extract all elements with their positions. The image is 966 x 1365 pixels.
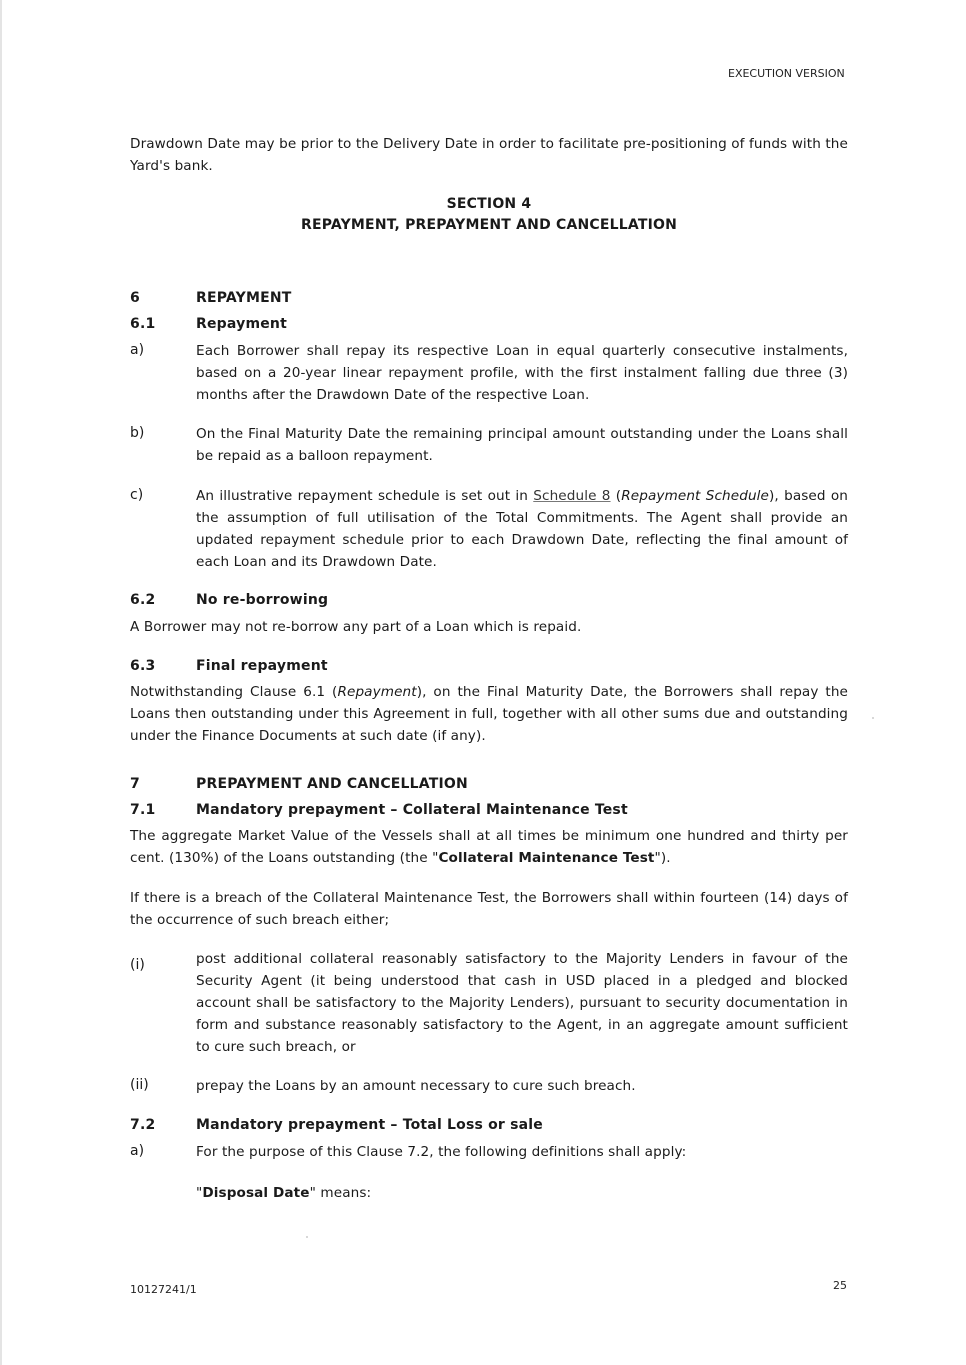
item-ii-label: (ii) <box>130 1077 149 1093</box>
clause-6-3-italic: Repayment <box>337 684 417 700</box>
clause-6-3-post: ), on the Final Maturity Date, the Borrowers shall repay the Loans then outstanding under this Agreement in full, together with all other sums due and outstanding under the Finance Documents at such date (if any). <box>130 684 848 744</box>
item-7-2-a-label: a) <box>130 1143 145 1159</box>
clause-6-title: REPAYMENT <box>196 290 292 306</box>
clause-6-2-title: No re-borrowing <box>196 592 329 608</box>
item-c-text-post: ), based on the assumption of full utilisation of the Total Commitments. The Agent shall provide an updated repayment schedule prior to each Drawdown Date, reflecting the final amount of each Loan and its Drawdown Date. <box>196 488 849 570</box>
clause-7-1-title: Mandatory prepayment – Collateral Maintenance Test <box>196 802 628 818</box>
clause-6-2-number: 6.2 <box>130 592 156 608</box>
disposal-date-definition: "Disposal Date" means: <box>196 1185 372 1201</box>
clause-6-3-title: Final repayment <box>196 658 328 674</box>
intro-paragraph: Drawdown Date may be prior to the Delivery Date in order to facilitate pre-positioning of funds with the Yard's bank. <box>130 136 848 174</box>
repayment-schedule-italic: Repayment Schedule <box>621 488 770 504</box>
clause-6-number: 6 <box>130 290 140 306</box>
scan-speck <box>872 717 874 719</box>
item-b-label: b) <box>130 425 145 441</box>
item-ii-text: prepay the Loans by an amount necessary to cure such breach. <box>196 1078 636 1094</box>
clause-6-3-text <box>130 681 848 747</box>
section-number: SECTION 4 <box>446 196 532 212</box>
scan-speck <box>306 1236 308 1238</box>
clause-7-title: PREPAYMENT AND CANCELLATION <box>196 776 468 792</box>
item-b-text: On the Final Maturity Date the remaining principal amount outstanding under the Loans shall be repaid as a balloon repayment. <box>196 426 848 464</box>
clause-6-3-pre: Notwithstanding Clause 6.1 ( <box>130 684 338 700</box>
clause-7-2-title: Mandatory prepayment – Total Loss or sale <box>196 1117 543 1133</box>
item-a-label: a) <box>130 342 145 358</box>
clause-7-1-paragraph-2: If there is a breach of the Collateral Maintenance Test, the Borrowers shall within fourteen (14) days of the occurrence of such breach either; <box>130 890 848 928</box>
clause-6-2-text: A Borrower may not re-borrow any part of a Loan which is repaid. <box>130 619 582 635</box>
item-i-text: post additional collateral reasonably satisfactory to the Majority Lenders in favour of the Security Agent (it being understood that cash in USD placed in a pledged and blocked account shall be satisfactory to the Majority Lenders), pursuant to security documentation in form and substance reasonably satisfactory to the Agent, in an aggregate amount sufficient to cure such breach, or <box>196 951 848 1055</box>
page-number: 25 <box>833 1279 847 1292</box>
clause-7-1-p1-pre: The aggregate Market Value of the Vessels shall at all times be minimum one hundred and thirty per cent. (130%) of the Loans outstanding (the " <box>130 828 848 866</box>
clause-7-2-number: 7.2 <box>130 1117 156 1133</box>
item-a-text: Each Borrower shall repay its respective Loan in equal quarterly consecutive instalments, based on a 20-year linear repayment profile, with the first instalment falling due three (3) months after the Drawdown Date of the respective Loan. <box>196 343 848 403</box>
clause-7-number: 7 <box>130 776 140 792</box>
collateral-maintenance-test-term: Collateral Maintenance Test <box>438 850 655 866</box>
disposal-date-term: Disposal Date <box>202 1185 310 1201</box>
item-c-label: c) <box>130 487 144 503</box>
section-title: REPAYMENT, PREPAYMENT AND CANCELLATION <box>300 217 678 233</box>
disposal-date-post: " means: <box>309 1185 372 1201</box>
document-reference: 10127241/1 <box>130 1283 197 1296</box>
item-c-text: An illustrative repayment schedule is set out in Schedule 8 (Repayment Schedule), based on the assumption of full utilisation of the Total Commitments. The Agent shall provide an updated repayment schedule prior to each Drawdown Date, reflecting the final amount of each Loan and its Drawdown Date. <box>196 488 849 570</box>
item-i-label: (i) <box>130 957 145 973</box>
clause-6-3-number: 6.3 <box>130 658 156 674</box>
clause-7-1-paragraph-1 <box>130 825 848 869</box>
scan-edge <box>0 0 2 1365</box>
execution-version-label: EXECUTION VERSION <box>728 67 845 80</box>
item-c-text-pre: An illustrative repayment schedule is set out in <box>196 488 534 504</box>
clause-7-1-number: 7.1 <box>130 802 156 818</box>
clause-6-1-number: 6.1 <box>130 316 156 332</box>
clause-6-1-title: Repayment <box>196 316 287 332</box>
schedule-8-link[interactable]: Schedule 8 <box>533 488 611 504</box>
clause-7-1-p1-post: "). <box>654 850 671 866</box>
item-7-2-a-text: For the purpose of this Clause 7.2, the following definitions shall apply: <box>196 1144 687 1160</box>
